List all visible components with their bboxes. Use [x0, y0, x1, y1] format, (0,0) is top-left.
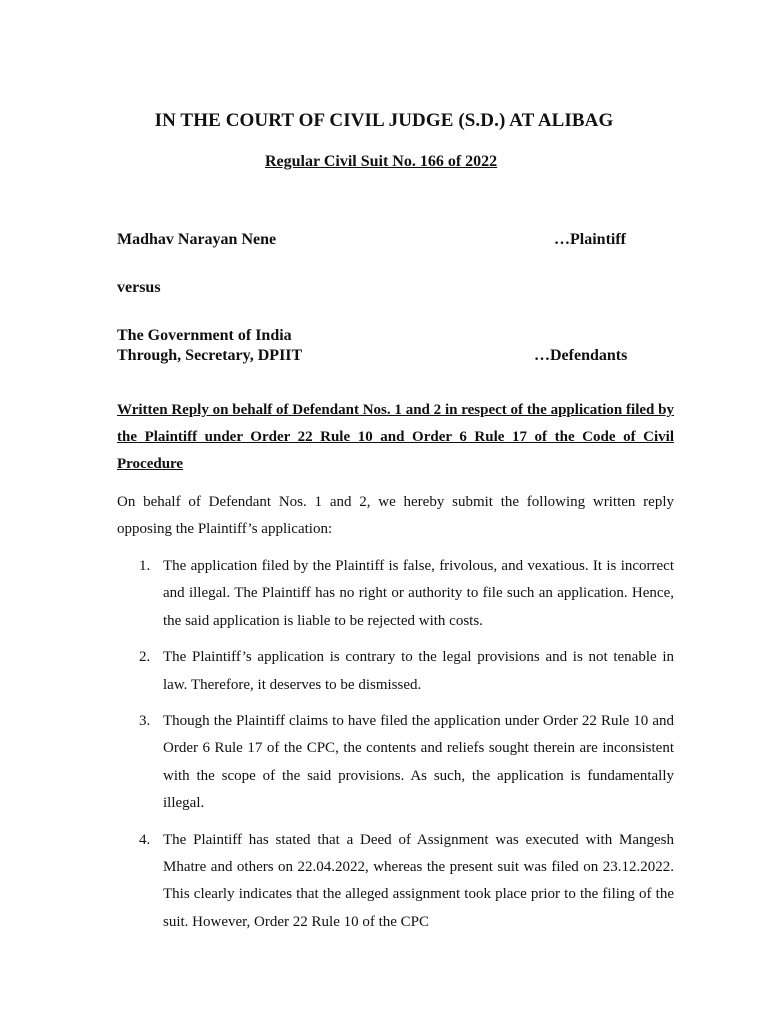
paragraph-text: The application filed by the Plaintiff is false, frivolous, and vexatious. It is incorrect and illegal. The Plaintiff has no right or authority to file such an application. Hence, the said application is liable to be rejected with costs.: [163, 558, 674, 629]
numbered-paragraphs: [117, 553, 674, 945]
defendant-name-line1: The Government of India: [117, 327, 292, 344]
paragraph-number: 3.: [139, 713, 151, 730]
paragraph-number: 4.: [139, 831, 151, 848]
court-title: IN THE COURT OF CIVIL JUDGE (S.D.) AT ALIBAG: [154, 110, 614, 131]
intro-paragraph: On behalf of Defendant Nos. 1 and 2, we hereby submit the following written reply opposing the Plaintiff’s application:: [117, 494, 674, 537]
list-item: [117, 644, 674, 699]
list-item: [117, 553, 674, 635]
paragraph-number: 2.: [139, 649, 151, 666]
paragraph-text: Though the Plaintiff claims to have filed the application under Order 22 Rule 10 and Order 6 Rule 17 of the CPC, the contents and reliefs sought therein are inconsistent with the scope of the said provisions. As such, the application is fundamentally illegal.: [163, 713, 674, 812]
defendants-role: …Defendants: [534, 347, 628, 364]
plaintiff-role: …Plaintiff: [554, 231, 626, 248]
list-item: [117, 708, 674, 818]
list-item: [117, 827, 674, 937]
paragraph-number: 1.: [139, 558, 151, 574]
plaintiff-name: Madhav Narayan Nene: [117, 231, 277, 248]
versus-label: versus: [117, 279, 161, 296]
paragraph-text: The Plaintiff’s application is contrary to the legal provisions and is not tenable in law. Therefore, it deserves to be dismissed.: [163, 649, 674, 693]
reply-heading: Written Reply on behalf of Defendant Nos. 1 and 2 in respect of the application filed by the Plaintiff under Order 22 Rule 10 and Order 6 Rule 17 of the Code of Civil Procedure: [117, 402, 674, 472]
paragraph-text: The Plaintiff has stated that a Deed of Assignment was executed with Mangesh Mhatre and others on 22.04.2022, whereas the present suit was filed on 23.12.2022. This clearly indicates that the alleged assignment took place prior to the filing of the suit. However, Order 22 Rule 10 of the CPC: [163, 831, 674, 930]
suit-number: Regular Civil Suit No. 166 of 2022: [265, 153, 498, 170]
defendant-name-line2: Through, Secretary, DPIIT: [117, 347, 303, 364]
